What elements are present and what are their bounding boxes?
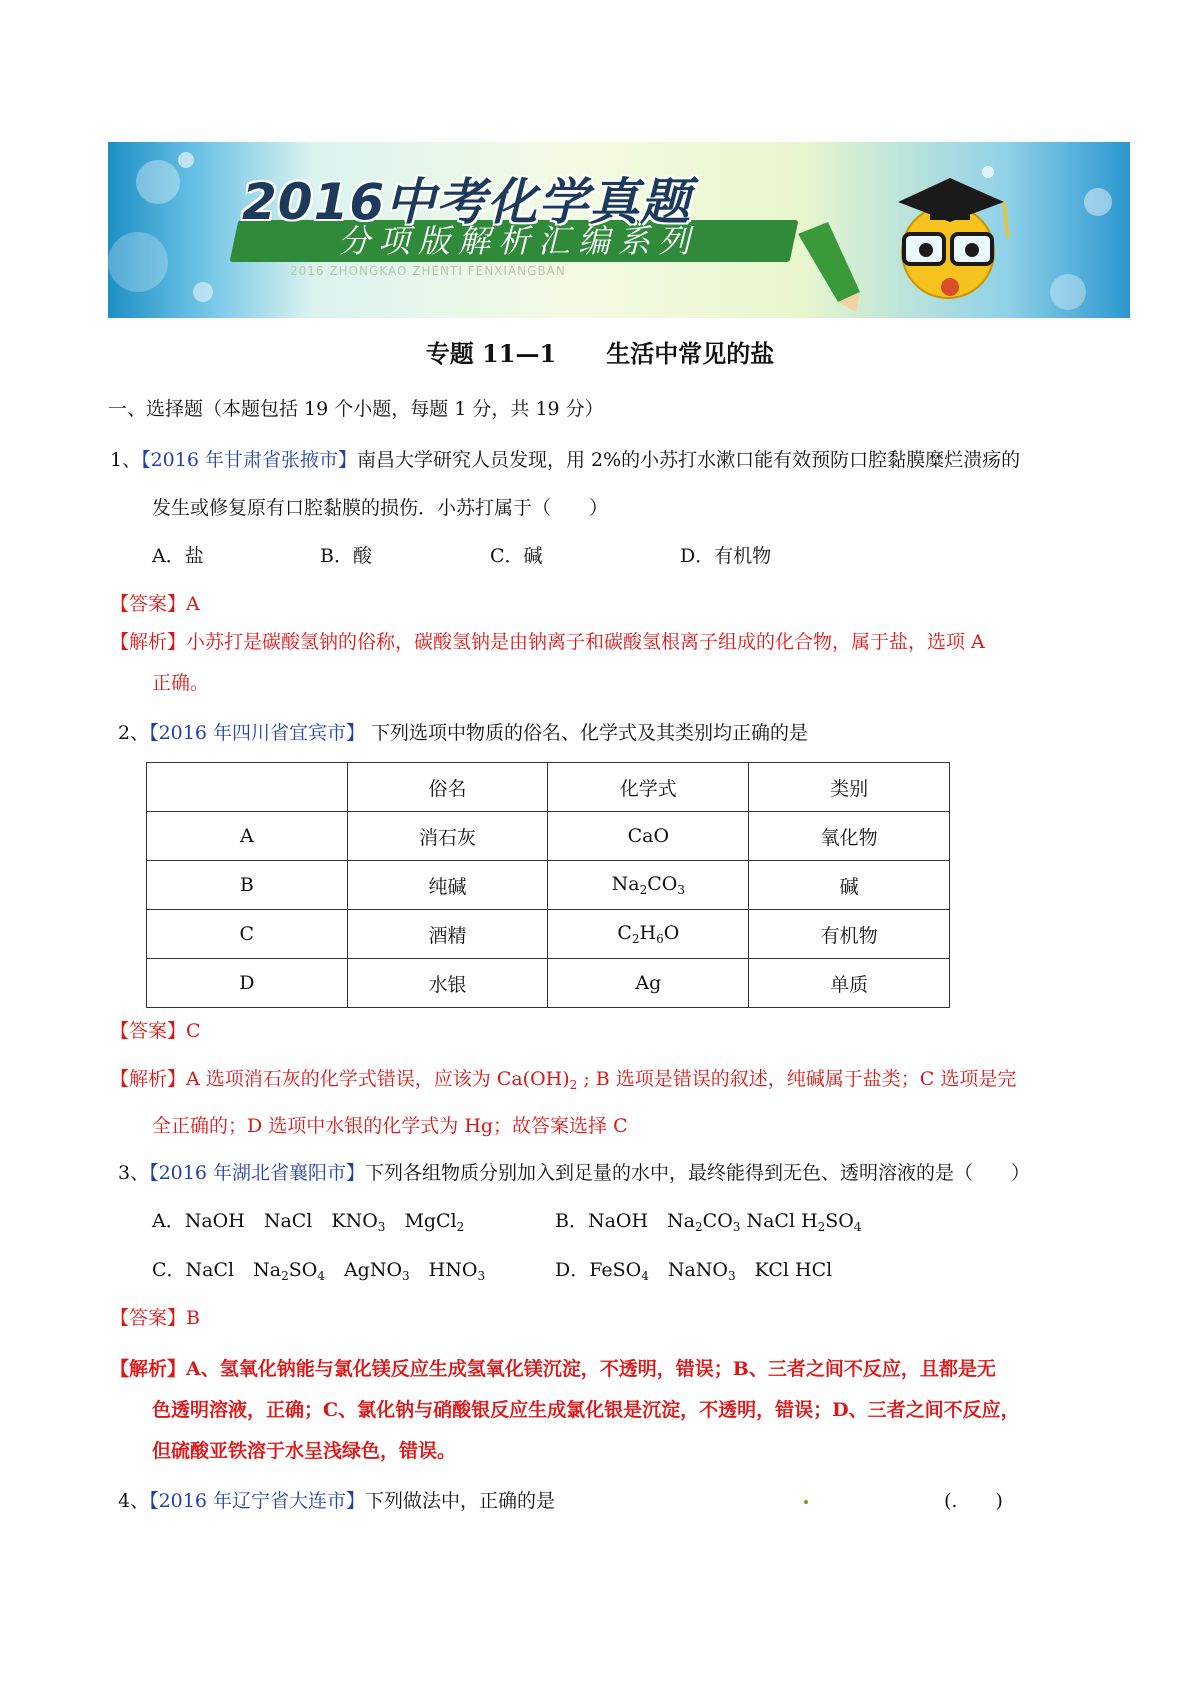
question-1-analysis-line-2: 正确。 bbox=[152, 672, 210, 694]
table-cell-category: 碱 bbox=[749, 861, 950, 910]
question-3-option-c: C．NaCl $Na_2SO_4$ AgNO$_3$ $HNO_3$ bbox=[152, 1259, 486, 1283]
table-cell-category: 氧化物 bbox=[749, 812, 950, 861]
table-cell-category: 有机物 bbox=[749, 910, 950, 959]
question-4-paren: (. ) bbox=[944, 1490, 1003, 1512]
question-2-analysis-line-1: 【解析】A 选项消石灰的化学式错误，应该为 $Ca(OH)_2$ ; B 选项是错误的叙述，纯碱属于盐类；C 选项是完 bbox=[110, 1068, 1017, 1092]
table-header-cell: 俗名 bbox=[347, 763, 548, 812]
table-cell-name: 消石灰 bbox=[347, 812, 548, 861]
mascot-icon bbox=[898, 178, 1008, 298]
question-1-line-2: 发生或修复原有口腔黏膜的损伤．小苏打属于（ ） bbox=[152, 497, 609, 519]
pencil-icon bbox=[798, 222, 860, 312]
question-1-option-c: C．碱 bbox=[490, 545, 543, 567]
question-1-line-1 bbox=[110, 447, 1020, 473]
table-cell-category: 单质 bbox=[749, 959, 950, 1008]
question-3-answer bbox=[110, 1305, 200, 1331]
question-2-number: 2、 bbox=[118, 722, 150, 744]
banner-small-text: 2016 ZHONGKAO ZHENTI FENXIANGBAN bbox=[290, 264, 566, 278]
question-3-analysis-line-1: 【解析】A、氢氧化钠能与氯化镁反应生成氢氧化镁沉淀，不透明，错误；B、三者之间不反应，且都是无 bbox=[110, 1358, 996, 1380]
table-header-cell: 类别 bbox=[749, 763, 950, 812]
table-row bbox=[147, 812, 950, 861]
question-3-analysis-line-2: 色透明溶液，正确；C、氯化钠与硝酸银反应生成氯化银是沉淀，不透明，错误；D、三者之间不反应， bbox=[152, 1399, 1020, 1421]
question-2-text: 下列选项中物质的俗名、化学式及其类别均正确的是 bbox=[365, 722, 809, 744]
table-cell-label: A bbox=[147, 812, 348, 861]
answer-value: A bbox=[186, 593, 200, 615]
question-1-option-b: B．酸 bbox=[320, 545, 372, 567]
question-2-line bbox=[118, 720, 808, 746]
question-1-option-a: A．盐 bbox=[152, 545, 204, 567]
question-4-source: 【2016 年辽宁省大连市】 bbox=[149, 1490, 365, 1512]
stray-dot bbox=[804, 1500, 808, 1504]
table-row bbox=[147, 861, 950, 910]
question-3-source: 【2016 年湖北省襄阳市】 bbox=[149, 1162, 365, 1184]
question-2-table bbox=[146, 762, 950, 1008]
question-1-text: 南昌大学研究人员发现，用 2%的小苏打水漱口能有效预防口腔黏膜糜烂溃疡的 bbox=[357, 449, 1021, 471]
table-header-row bbox=[147, 763, 950, 812]
table-cell-name: 水银 bbox=[347, 959, 548, 1008]
question-4-line bbox=[118, 1488, 555, 1514]
banner-subtitle: 分项版解析汇编系列 bbox=[337, 222, 698, 260]
analysis-label: 【解析】 bbox=[110, 1068, 187, 1090]
section-heading: 一、选择题（本题包括 19 个小题，每题 1 分，共 19 分） bbox=[108, 398, 604, 420]
question-3-option-a: A．NaOH NaCl $KNO_3$ MgCl$_2$ bbox=[152, 1210, 465, 1234]
question-1-number: 1、 bbox=[110, 449, 142, 471]
question-3-line bbox=[118, 1160, 1030, 1186]
header-banner bbox=[108, 142, 1130, 318]
analysis-label: 【解析】 bbox=[110, 631, 187, 653]
analysis-text: 小苏打是碳酸氢钠的俗称，碳酸氢钠是由钠离子和碳酸氢根离子组成的化合物，属于盐，选项 A bbox=[186, 631, 985, 653]
question-3-option-d: D．FeSO$_4$ NaNO$_3$ KCl HCl bbox=[555, 1259, 833, 1283]
question-2-answer bbox=[110, 1018, 201, 1044]
document-title: 专题 11—1 生活中常见的盐 bbox=[425, 339, 775, 368]
question-1-source: 【2016 年甘肃省张掖市】 bbox=[141, 449, 357, 471]
table-row bbox=[147, 910, 950, 959]
answer-value: B bbox=[186, 1307, 200, 1329]
table-row bbox=[147, 959, 950, 1008]
answer-label: 【答案】 bbox=[110, 1020, 187, 1042]
banner-title: 2016中考化学真题 bbox=[242, 173, 692, 231]
question-3-option-b: B．NaOH $Na_2CO_3$ NaCl $H_2SO_4$ bbox=[555, 1210, 862, 1234]
table-cell-label: D bbox=[147, 959, 348, 1008]
table-header-cell bbox=[147, 763, 348, 812]
question-4-text: 下列做法中，正确的是 bbox=[365, 1490, 556, 1512]
question-1-answer bbox=[110, 591, 200, 617]
question-2-analysis-line-2: 全正确的；D 选项中水银的化学式为 Hg；故答案选择 C bbox=[152, 1115, 628, 1137]
table-cell-label: C bbox=[147, 910, 348, 959]
table-cell-formula: $Na_2CO_3$ bbox=[548, 861, 749, 910]
answer-label: 【答案】 bbox=[110, 1307, 187, 1329]
analysis-label: 【解析】 bbox=[110, 1358, 187, 1380]
question-3-text: 下列各组物质分别加入到足量的水中，最终能得到无色、透明溶液的是（ ） bbox=[365, 1162, 1031, 1184]
table-cell-name: 酒精 bbox=[347, 910, 548, 959]
table-cell-name: 纯碱 bbox=[347, 861, 548, 910]
table-cell-formula: CaO bbox=[548, 812, 749, 861]
table-cell-formula: $C_2H_6O$ bbox=[548, 910, 749, 959]
answer-label: 【答案】 bbox=[110, 593, 187, 615]
question-3-number: 3、 bbox=[118, 1162, 150, 1184]
question-2-source: 【2016 年四川省宜宾市】 bbox=[149, 722, 365, 744]
answer-value: C bbox=[186, 1020, 201, 1042]
table-cell-label: B bbox=[147, 861, 348, 910]
question-3-analysis-line-3: 但硫酸亚铁溶于水呈浅绿色，错误。 bbox=[152, 1440, 457, 1462]
question-4-number: 4、 bbox=[118, 1490, 150, 1512]
question-1-option-d: D．有机物 bbox=[680, 545, 772, 567]
question-1-analysis-line-1 bbox=[110, 629, 985, 655]
table-cell-formula: Ag bbox=[548, 959, 749, 1008]
table-header-cell: 化学式 bbox=[548, 763, 749, 812]
